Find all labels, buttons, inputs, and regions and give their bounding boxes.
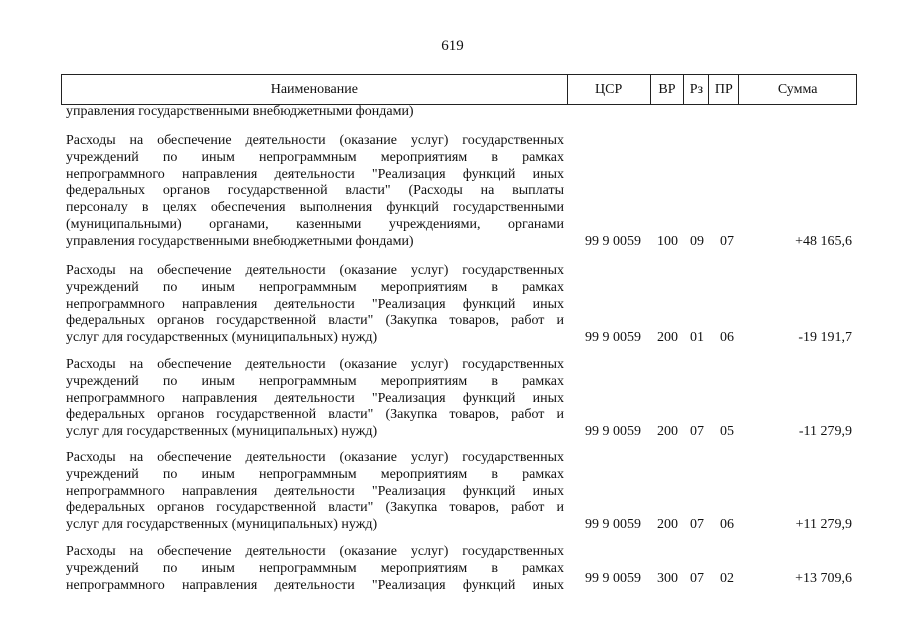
row-rz: 07: [690, 424, 704, 439]
header-rz: Рз: [684, 75, 709, 104]
row-vr: 200: [657, 517, 678, 532]
row-csr: 99 9 0059: [585, 571, 641, 586]
header-vr: ВР: [651, 75, 685, 104]
header-name: Наименование: [62, 75, 568, 104]
row-values: [0, 330, 905, 347]
row-values: [0, 234, 905, 251]
row-name: Расходы на обеспечение деятельности (оказание услуг) государственных учреждений по иным непрограммным мероприятиям в рамках непрограммного направления деятельности "Реализация функций иных: [66, 544, 564, 593]
row-csr: 99 9 0059: [585, 424, 641, 439]
row-sum: -11 279,9: [798, 424, 852, 439]
continuation-text: управления государственными внебюджетными фондами): [66, 104, 414, 119]
row-rz: 07: [690, 517, 704, 532]
row-name: Расходы на обеспечение деятельности (оказание услуг) государственных учреждений по иным непрограммным мероприятиям в рамках непрограммного направления деятельности "Реализация функций иных федеральных органов государственной власти" (Закупка товаров, работ и услуг для государственных (муниципальных) нужд): [66, 450, 564, 533]
row-csr: 99 9 0059: [585, 517, 641, 532]
page-number: 619: [441, 38, 464, 54]
row-name: Расходы на обеспечение деятельности (оказание услуг) государственных учреждений по иным непрограммным мероприятиям в рамках непрограммного направления деятельности "Реализация функций иных федеральных органов государственной власти" (Расходы на выплаты персоналу в целях обеспечения выполнения функций государственными (муниципальными) органами, казенными учреждениями, органами управления государственными внебюджетными фондами): [66, 133, 564, 249]
row-csr: 99 9 0059: [585, 330, 641, 345]
row-csr: 99 9 0059: [585, 234, 641, 249]
table-header: [61, 74, 857, 105]
row-vr: 200: [657, 424, 678, 439]
row-pr: 06: [720, 330, 734, 345]
header-csr: ЦСР: [568, 75, 651, 104]
row-sum: +48 165,6: [795, 234, 852, 249]
row-vr: 200: [657, 330, 678, 345]
row-rz: 09: [690, 234, 704, 249]
header-sum: Сумма: [777, 81, 818, 97]
row-values: [0, 424, 905, 441]
row-sum: +11 279,9: [795, 517, 852, 532]
row-pr: 05: [720, 424, 734, 439]
row-pr: 06: [720, 517, 734, 532]
row-name: Расходы на обеспечение деятельности (оказание услуг) государственных учреждений по иным непрограммным мероприятиям в рамках непрограммного направления деятельности "Реализация функций иных федеральных органов государственной власти" (Закупка товаров, работ и услуг для государственных (муниципальных) нужд): [66, 357, 564, 440]
row-vr: 100: [657, 234, 678, 249]
row-name: Расходы на обеспечение деятельности (оказание услуг) государственных учреждений по иным непрограммным мероприятиям в рамках непрограммного направления деятельности "Реализация функций иных федеральных органов государственной власти" (Закупка товаров, работ и услуг для государственных (муниципальных) нужд): [66, 263, 564, 346]
row-pr: 02: [720, 571, 734, 586]
row-rz: 01: [690, 330, 704, 345]
row-rz: 07: [690, 571, 704, 586]
row-pr: 07: [720, 234, 734, 249]
header-pr: ПР: [709, 75, 739, 104]
row-sum: -19 191,7: [798, 330, 852, 345]
row-values: [0, 571, 905, 588]
row-sum: +13 709,6: [795, 571, 852, 586]
row-values: [0, 517, 905, 534]
row-vr: 300: [657, 571, 678, 586]
